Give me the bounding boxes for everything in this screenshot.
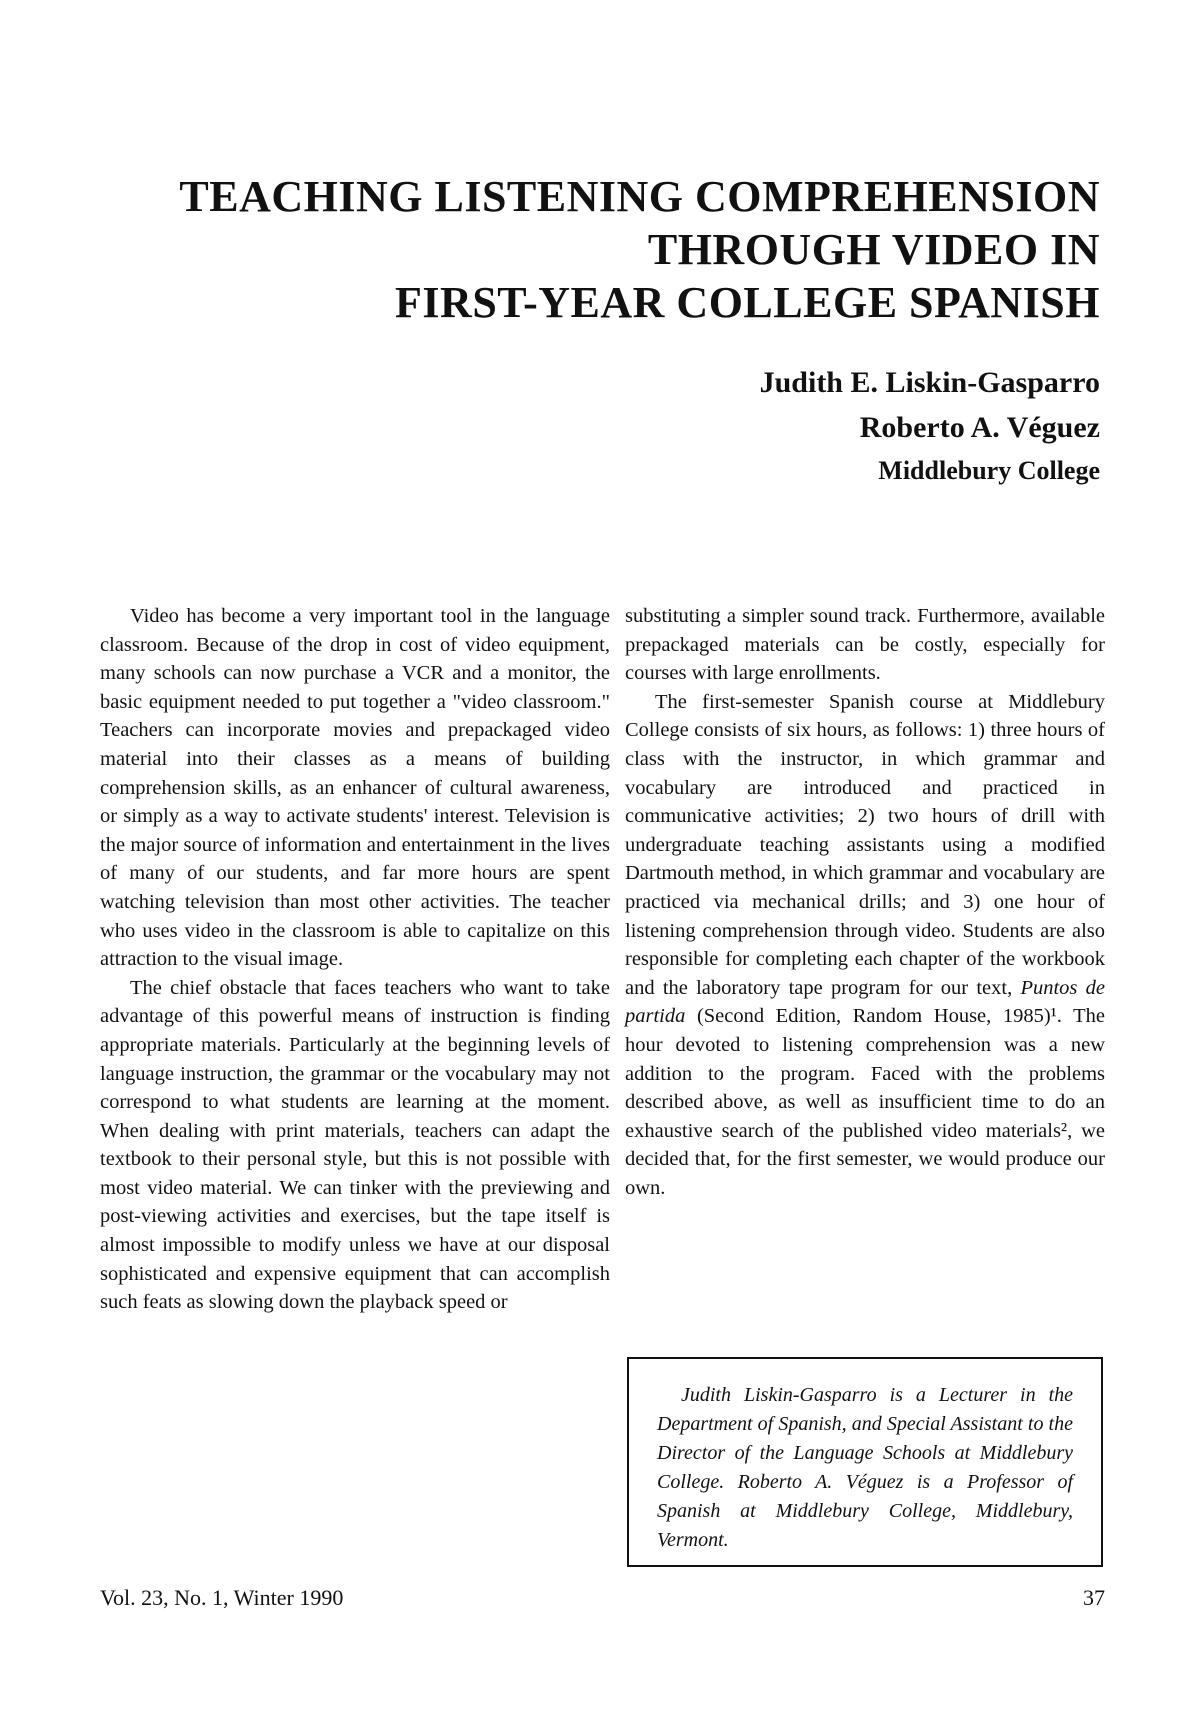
title-line-3: FIRST-YEAR COLLEGE SPANISH — [395, 278, 1100, 327]
course-text-2: (Second Edition, Random House, 1985)¹. The hour devoted to listening comprehension was a new addition to the program. Faced with the problems described above, as well as insufficient time to do an exhaustive search of the published video materials², we decided that, for the first semester, we would produce our own. — [625, 1005, 1105, 1199]
journal-citation: Vol. 23, No. 1, Winter 1990 — [100, 1585, 344, 1610]
affiliation: Middlebury College — [878, 456, 1100, 485]
left-column — [100, 602, 610, 1317]
author-2: Roberto A. Véguez — [859, 411, 1100, 444]
author-block — [500, 360, 1100, 492]
paragraph-continuation: substituting a simpler sound track. Furthermore, available prepackaged materials can be costly, especially for courses with large enrollments. — [625, 605, 1105, 685]
textbook-title: Puntos de partida — [625, 976, 1105, 1028]
page-number: 37 — [1083, 1585, 1105, 1610]
title-line-2: THROUGH VIDEO IN — [647, 225, 1100, 274]
author-note: Judith Liskin-Gasparro is a Lecturer in the Department of Spanish, and Special Assistant to the Director of the Language Schools at Middlebury College. Roberto A. Véguez is a Professor of Spanish at Middlebury College, Middlebury, Vermont. — [657, 1384, 1073, 1551]
paragraph-course — [625, 688, 1105, 1203]
paragraph-intro: Video has become a very important tool in the language classroom. Because of the drop in cost of video equipment, many schools can now purchase a VCR and a monitor, the basic equipment needed to put together a "video classroom." Teachers can incorporate movies and prepackaged video material into their classes as a means of building comprehension skills, as an enhancer of cultural awareness, or simply as a way to activate students' interest. Television is the major source of information and entertainment in the lives of many of our students, and far more hours are spent watching television than most other activities. The teacher who uses video in the classroom is able to capitalize on this attraction to the visual image. — [100, 605, 610, 971]
author-1: Judith E. Liskin-Gasparro — [759, 366, 1100, 399]
right-column — [625, 602, 1105, 1202]
article-title — [100, 170, 1100, 329]
course-text-1: The first-semester Spanish course at Middlebury College consists of six hours, as follows: 1) three hours of class with the instructor, in which grammar and vocabulary are introduced and practiced in communicative activities; 2) two hours of drill with undergraduate teaching assistants using a modified Dartmouth method, in which grammar and vocabulary are practiced via mechanical drills; and 3) one hour of listening comprehension through video. Students are also responsible for completing each chapter of the workbook and the laboratory tape program for our text, — [625, 690, 1105, 999]
author-note-box — [627, 1357, 1103, 1567]
title-line-1: TEACHING LISTENING COMPREHENSION — [179, 172, 1100, 221]
paragraph-obstacle: The chief obstacle that faces teachers who want to take advantage of this powerful means of instruction is finding appropriate materials. Particularly at the beginning levels of language instruction, the grammar or the vocabulary may not correspond to what students are learning at the moment. When dealing with print materials, teachers can adapt the textbook to their personal style, but this is not possible with most video material. We can tinker with the previewing and post-viewing activities and exercises, but the tape itself is almost impossible to modify unless we have at our disposal sophisticated and expensive equipment that can accomplish such feats as slowing down the playback speed or — [100, 976, 610, 1314]
